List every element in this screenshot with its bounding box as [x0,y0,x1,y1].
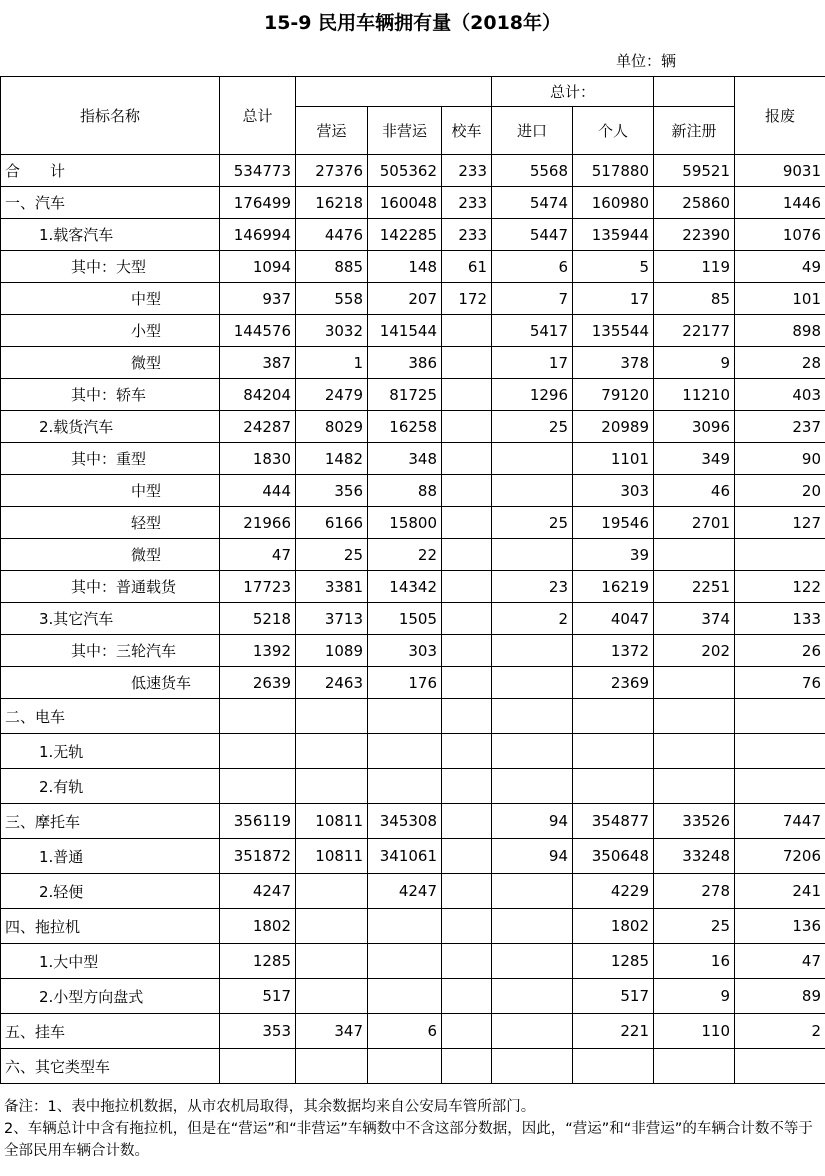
cell-operating: 25 [296,539,368,571]
cell-school [442,944,492,979]
table-row [1,155,825,187]
cell-personal: 20989 [573,411,654,443]
header-blank [654,77,735,107]
cell-scrapped: 76 [735,667,825,699]
cell-new-registration: 11210 [654,379,735,411]
cell-non-operating [368,1049,442,1084]
row-label: 2.轻便 [1,874,220,909]
cell-scrapped: 90 [735,443,825,475]
cell-school [442,443,492,475]
page-title: 15-9 民用车辆拥有量（2018年） [263,12,562,34]
cell-school [442,804,492,839]
cell-school [442,979,492,1014]
cell-school [442,769,492,804]
cell-total: 444 [220,475,296,507]
cell-personal: 1101 [573,443,654,475]
cell-operating: 10811 [296,839,368,874]
cell-operating [296,979,368,1014]
cell-scrapped: 127 [735,507,825,539]
table-row [1,1049,825,1084]
table-row [1,1014,825,1049]
header-school: 校车 [442,107,492,155]
cell-import: 6 [492,251,573,283]
cell-operating [296,769,368,804]
cell-total: 937 [220,283,296,315]
cell-scrapped: 237 [735,411,825,443]
cell-total: 144576 [220,315,296,347]
cell-total: 1285 [220,944,296,979]
cell-import [492,734,573,769]
table-row [1,507,825,539]
cell-non-operating: 15800 [368,507,442,539]
cell-new-registration [654,1049,735,1084]
cell-personal: 350648 [573,839,654,874]
cell-new-registration: 22390 [654,219,735,251]
cell-personal: 79120 [573,379,654,411]
cell-personal: 5 [573,251,654,283]
cell-operating: 3713 [296,603,368,635]
row-label: 合 计 [1,155,220,187]
row-label: 轻型 [1,507,220,539]
table-row [1,411,825,443]
cell-operating: 6166 [296,507,368,539]
cell-personal: 17 [573,283,654,315]
cell-scrapped: 28 [735,347,825,379]
cell-import [492,635,573,667]
row-label: 1.无轨 [1,734,220,769]
cell-non-operating: 14342 [368,571,442,603]
cell-non-operating: 1505 [368,603,442,635]
cell-new-registration: 59521 [654,155,735,187]
cell-total: 21966 [220,507,296,539]
cell-non-operating: 345308 [368,804,442,839]
cell-school [442,734,492,769]
cell-operating: 2463 [296,667,368,699]
cell-total: 1392 [220,635,296,667]
header-non-operating: 非营运 [368,107,442,155]
cell-non-operating: 505362 [368,155,442,187]
cell-school [442,539,492,571]
cell-import: 23 [492,571,573,603]
row-label: 微型 [1,347,220,379]
table-row [1,839,825,874]
cell-scrapped [735,1049,825,1084]
cell-non-operating [368,979,442,1014]
cell-personal: 517880 [573,155,654,187]
table-row [1,769,825,804]
table-row [1,874,825,909]
cell-total: 1094 [220,251,296,283]
cell-personal: 1372 [573,635,654,667]
cell-scrapped: 47 [735,944,825,979]
cell-school [442,635,492,667]
cell-import [492,443,573,475]
cell-total [220,699,296,734]
cell-personal [573,734,654,769]
cell-scrapped: 101 [735,283,825,315]
cell-total: 1830 [220,443,296,475]
table-row [1,979,825,1014]
cell-operating [296,874,368,909]
vehicle-table [0,76,825,1084]
cell-new-registration [654,699,735,734]
cell-new-registration: 85 [654,283,735,315]
cell-personal: 2369 [573,667,654,699]
cell-non-operating: 386 [368,347,442,379]
row-label: 微型 [1,539,220,571]
cell-scrapped: 136 [735,909,825,944]
cell-school [442,379,492,411]
cell-non-operating: 81725 [368,379,442,411]
header-new-registration: 新注册 [654,107,735,155]
cell-non-operating: 142285 [368,219,442,251]
cell-operating: 356 [296,475,368,507]
cell-total: 47 [220,539,296,571]
cell-new-registration: 119 [654,251,735,283]
unit-label: 单位：辆 [615,52,676,70]
cell-non-operating [368,909,442,944]
cell-new-registration: 110 [654,1014,735,1049]
cell-scrapped: 122 [735,571,825,603]
cell-operating: 885 [296,251,368,283]
cell-scrapped: 1446 [735,187,825,219]
table-row [1,251,825,283]
cell-non-operating: 88 [368,475,442,507]
cell-new-registration: 2701 [654,507,735,539]
cell-new-registration [654,734,735,769]
cell-new-registration [654,539,735,571]
cell-import: 25 [492,411,573,443]
cell-new-registration [654,769,735,804]
cell-personal: 160980 [573,187,654,219]
cell-new-registration: 278 [654,874,735,909]
cell-new-registration: 202 [654,635,735,667]
cell-scrapped: 20 [735,475,825,507]
note-line-2: 2、车辆总计中含有拖拉机，但是在“营运”和“非营运”车辆数中不含这部分数据，因此，“营运”和“非营运”的车辆合计数不等于全部民用车辆合计数。 [4,1121,813,1159]
cell-import [492,699,573,734]
table-row [1,603,825,635]
cell-operating: 3381 [296,571,368,603]
cell-import [492,769,573,804]
row-label: 其中：三轮汽车 [1,635,220,667]
cell-new-registration: 33248 [654,839,735,874]
cell-operating [296,944,368,979]
cell-non-operating: 6 [368,1014,442,1049]
cell-personal: 354877 [573,804,654,839]
cell-operating: 558 [296,283,368,315]
cell-non-operating [368,734,442,769]
cell-operating: 1 [296,347,368,379]
cell-scrapped: 898 [735,315,825,347]
cell-school [442,667,492,699]
cell-personal: 221 [573,1014,654,1049]
cell-total: 176499 [220,187,296,219]
cell-non-operating: 176 [368,667,442,699]
row-label: 六、其它类型车 [1,1049,220,1084]
cell-new-registration: 16 [654,944,735,979]
cell-new-registration: 349 [654,443,735,475]
cell-operating [296,1049,368,1084]
row-label: 五、挂车 [1,1014,220,1049]
cell-school [442,874,492,909]
cell-personal: 517 [573,979,654,1014]
cell-operating [296,699,368,734]
cell-total: 17723 [220,571,296,603]
cell-total [220,1049,296,1084]
cell-personal: 135944 [573,219,654,251]
cell-total: 356119 [220,804,296,839]
cell-school [442,699,492,734]
cell-school [442,347,492,379]
cell-non-operating: 16258 [368,411,442,443]
cell-import: 5568 [492,155,573,187]
header-blank-group [296,77,492,107]
cell-scrapped [735,699,825,734]
row-label: 2.有轨 [1,769,220,804]
header-scrapped: 报废 [735,77,825,155]
row-label: 其中：普通载货 [1,571,220,603]
row-label: 三、摩托车 [1,804,220,839]
table-row [1,379,825,411]
table-row [1,635,825,667]
cell-school [442,1014,492,1049]
cell-personal: 39 [573,539,654,571]
cell-import [492,874,573,909]
cell-personal: 135544 [573,315,654,347]
cell-import [492,667,573,699]
cell-total: 351872 [220,839,296,874]
cell-scrapped: 26 [735,635,825,667]
cell-school [442,507,492,539]
table-row [1,944,825,979]
cell-new-registration: 33526 [654,804,735,839]
row-label: 小型 [1,315,220,347]
cell-import [492,1049,573,1084]
note-line-1: 备注：1、表中拖拉机数据，从市农机局取得，其余数据均来自公安局车管所部门。 [4,1099,536,1115]
cell-personal: 16219 [573,571,654,603]
cell-import: 7 [492,283,573,315]
cell-operating: 4476 [296,219,368,251]
cell-scrapped: 403 [735,379,825,411]
table-row [1,539,825,571]
table-row [1,804,825,839]
cell-operating: 1482 [296,443,368,475]
header-total: 总计 [220,77,296,155]
cell-import: 5474 [492,187,573,219]
cell-scrapped: 7447 [735,804,825,839]
cell-scrapped: 49 [735,251,825,283]
cell-non-operating: 303 [368,635,442,667]
cell-operating: 16218 [296,187,368,219]
cell-import [492,909,573,944]
notes [4,1096,819,1162]
cell-operating: 347 [296,1014,368,1049]
cell-import [492,539,573,571]
cell-scrapped: 7206 [735,839,825,874]
cell-personal: 1285 [573,944,654,979]
header-name: 指标名称 [1,77,220,155]
table-row [1,347,825,379]
table-row [1,315,825,347]
cell-personal [573,1049,654,1084]
table-row [1,443,825,475]
table-row [1,571,825,603]
cell-operating: 3032 [296,315,368,347]
cell-total [220,734,296,769]
cell-school: 233 [442,187,492,219]
cell-scrapped: 241 [735,874,825,909]
cell-import: 5447 [492,219,573,251]
cell-personal: 4229 [573,874,654,909]
cell-personal: 4047 [573,603,654,635]
header-import: 进口 [492,107,573,155]
cell-import [492,979,573,1014]
cell-total: 146994 [220,219,296,251]
cell-import: 25 [492,507,573,539]
cell-personal [573,769,654,804]
cell-operating: 1089 [296,635,368,667]
cell-non-operating: 341061 [368,839,442,874]
cell-new-registration: 22177 [654,315,735,347]
cell-scrapped: 1076 [735,219,825,251]
cell-personal [573,699,654,734]
cell-non-operating [368,769,442,804]
cell-total: 24287 [220,411,296,443]
cell-scrapped: 9031 [735,155,825,187]
cell-total: 84204 [220,379,296,411]
cell-scrapped: 89 [735,979,825,1014]
cell-operating: 2479 [296,379,368,411]
cell-total: 534773 [220,155,296,187]
cell-total: 1802 [220,909,296,944]
cell-scrapped: 133 [735,603,825,635]
cell-school [442,603,492,635]
row-label: 1.载客汽车 [1,219,220,251]
cell-scrapped: 2 [735,1014,825,1049]
row-label: 1.普通 [1,839,220,874]
cell-school: 233 [442,155,492,187]
cell-operating: 10811 [296,804,368,839]
cell-school [442,315,492,347]
cell-non-operating: 148 [368,251,442,283]
cell-import: 94 [492,804,573,839]
row-label: 中型 [1,475,220,507]
cell-total: 2639 [220,667,296,699]
cell-new-registration: 2251 [654,571,735,603]
cell-total: 4247 [220,874,296,909]
cell-non-operating: 141544 [368,315,442,347]
cell-new-registration: 9 [654,347,735,379]
table-row [1,475,825,507]
cell-non-operating [368,944,442,979]
cell-school [442,411,492,443]
cell-non-operating: 207 [368,283,442,315]
cell-school [442,839,492,874]
row-label: 四、拖拉机 [1,909,220,944]
header-personal: 个人 [573,107,654,155]
cell-import [492,1014,573,1049]
cell-new-registration: 3096 [654,411,735,443]
cell-school: 233 [442,219,492,251]
cell-import: 2 [492,603,573,635]
header-group-total: 总计： [492,77,654,107]
cell-scrapped [735,539,825,571]
cell-school [442,475,492,507]
row-label: 其中：大型 [1,251,220,283]
cell-personal: 303 [573,475,654,507]
row-label: 其中：轿车 [1,379,220,411]
table-row [1,699,825,734]
cell-new-registration: 25860 [654,187,735,219]
cell-school: 172 [442,283,492,315]
cell-new-registration: 46 [654,475,735,507]
table-row [1,734,825,769]
cell-operating [296,909,368,944]
cell-operating: 27376 [296,155,368,187]
cell-new-registration: 374 [654,603,735,635]
table-row [1,667,825,699]
table-row [1,283,825,315]
cell-operating [296,734,368,769]
cell-non-operating: 160048 [368,187,442,219]
table-row [1,909,825,944]
cell-non-operating: 22 [368,539,442,571]
cell-total: 353 [220,1014,296,1049]
cell-personal: 1802 [573,909,654,944]
row-label: 3.其它汽车 [1,603,220,635]
cell-personal: 19546 [573,507,654,539]
cell-new-registration: 25 [654,909,735,944]
cell-import: 94 [492,839,573,874]
cell-school [442,909,492,944]
cell-new-registration [654,667,735,699]
cell-school [442,1049,492,1084]
cell-total: 5218 [220,603,296,635]
row-label: 二、电车 [1,699,220,734]
cell-non-operating [368,699,442,734]
unit-row [0,46,825,77]
cell-non-operating: 348 [368,443,442,475]
cell-operating: 8029 [296,411,368,443]
cell-import: 5417 [492,315,573,347]
row-label: 1.大中型 [1,944,220,979]
header-operating: 营运 [296,107,368,155]
cell-new-registration: 9 [654,979,735,1014]
cell-import [492,944,573,979]
cell-scrapped [735,769,825,804]
cell-import: 17 [492,347,573,379]
cell-import [492,475,573,507]
row-label: 一、汽车 [1,187,220,219]
cell-school: 61 [442,251,492,283]
row-label: 2.小型方向盘式 [1,979,220,1014]
row-label: 中型 [1,283,220,315]
cell-total: 387 [220,347,296,379]
row-label: 低速货车 [1,667,220,699]
cell-non-operating: 4247 [368,874,442,909]
table-row [1,219,825,251]
cell-total: 517 [220,979,296,1014]
cell-personal: 378 [573,347,654,379]
cell-total [220,769,296,804]
row-label: 其中：重型 [1,443,220,475]
cell-import: 1296 [492,379,573,411]
cell-school [442,571,492,603]
row-label: 2.载货汽车 [1,411,220,443]
table-row [1,187,825,219]
cell-scrapped [735,734,825,769]
